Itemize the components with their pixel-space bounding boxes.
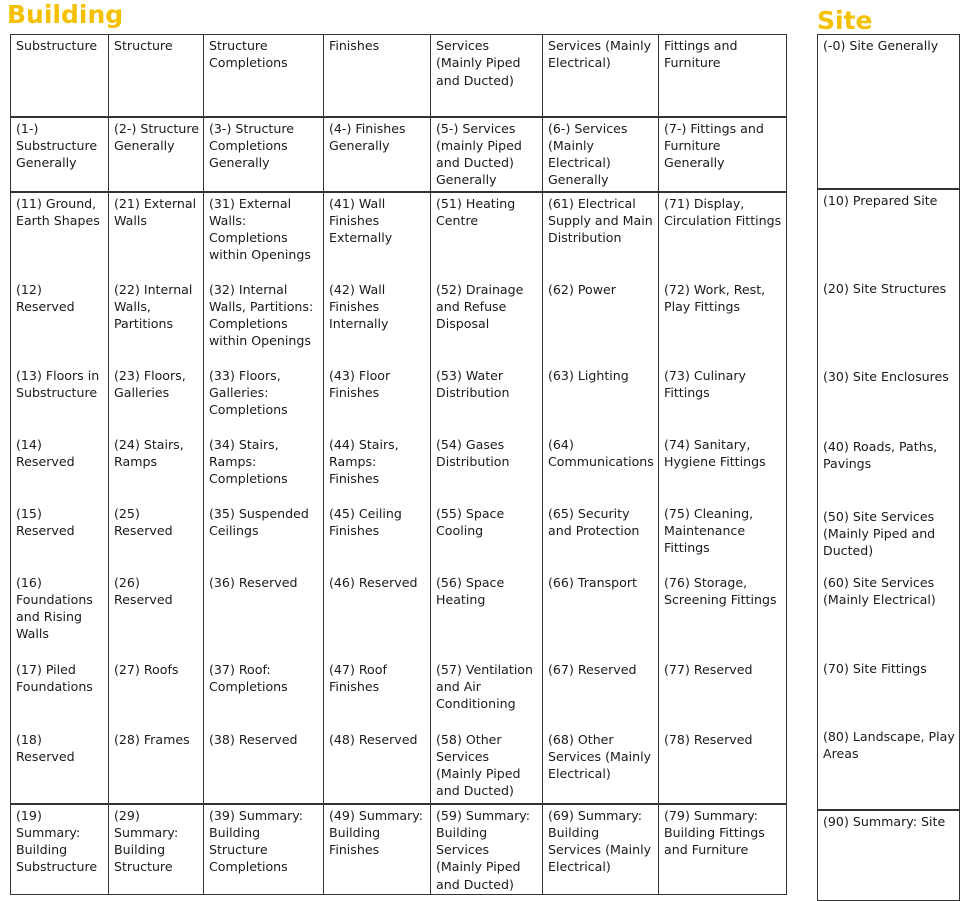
table-cell: (55) Space Cooling [431, 503, 543, 572]
table-cell: (67) Reserved [543, 659, 659, 729]
table-row [818, 189, 960, 278]
table-cell: (79) Summary: Building Fittings and Furniture [659, 804, 787, 895]
site-summary-row [818, 810, 960, 901]
table-row [11, 729, 787, 804]
table-cell: (39) Summary: Building Structure Completions [204, 804, 324, 895]
table-cell: (90) Summary: Site [818, 810, 960, 901]
table-cell: (48) Reserved [324, 729, 431, 804]
table-row [818, 366, 960, 436]
table-cell: Fittings and Furniture [659, 35, 787, 117]
table-cell: Structure [109, 35, 204, 117]
table-cell: (54) Gases Distribution [431, 434, 543, 503]
building-heading: Building [7, 0, 124, 29]
table-row [818, 506, 960, 572]
table-cell: (26) Reserved [109, 572, 204, 659]
table-row [818, 726, 960, 810]
table-cell: (80) Landscape, Play Areas [818, 726, 960, 810]
table-cell: (13) Floors in Substructure [11, 365, 109, 434]
table-cell: (22) Internal Walls, Partitions [109, 279, 204, 365]
table-cell: Structure Completions [204, 35, 324, 117]
table-cell: Finishes [324, 35, 431, 117]
table-cell: (33) Floors, Galleries: Completions [204, 365, 324, 434]
table-cell: (20) Site Structures [818, 278, 960, 366]
table-cell: (69) Summary: Building Services (Mainly Electrical) [543, 804, 659, 895]
table-row [818, 572, 960, 658]
table-row [11, 572, 787, 659]
table-cell: (77) Reserved [659, 659, 787, 729]
table-row [11, 503, 787, 572]
table-cell: (19) Summary: Building Substructure [11, 804, 109, 895]
table-cell: (63) Lighting [543, 365, 659, 434]
table-cell: (41) Wall Finishes Externally [324, 192, 431, 279]
table-cell: (25) Reserved [109, 503, 204, 572]
table-cell: (40) Roads, Paths, Pavings [818, 436, 960, 506]
table-cell: (38) Reserved [204, 729, 324, 804]
table-cell: (36) Reserved [204, 572, 324, 659]
table-cell: (68) Other Services (Mainly Electrical) [543, 729, 659, 804]
site-generally-row [818, 35, 960, 189]
summary-row [11, 804, 787, 895]
table-cell: (52) Drainage and Refuse Disposal [431, 279, 543, 365]
table-row [11, 192, 787, 279]
table-cell: (78) Reserved [659, 729, 787, 804]
table-cell: (1-) Substructure Generally [11, 117, 109, 192]
table-cell: (59) Summary: Building Services (Mainly Piped and Ducted) [431, 804, 543, 895]
table-cell: Substructure [11, 35, 109, 117]
table-row [818, 436, 960, 506]
table-cell: (75) Cleaning, Maintenance Fittings [659, 503, 787, 572]
table-row [818, 658, 960, 726]
table-cell: (30) Site Enclosures [818, 366, 960, 436]
table-cell: (16) Foundations and Rising Walls [11, 572, 109, 659]
site-table [817, 34, 960, 901]
table-cell: (72) Work, Rest, Play Fittings [659, 279, 787, 365]
table-cell: (42) Wall Finishes Internally [324, 279, 431, 365]
table-row [11, 434, 787, 503]
table-cell: (34) Stairs, Ramps: Completions [204, 434, 324, 503]
table-cell: (73) Culinary Fittings [659, 365, 787, 434]
table-cell: (37) Roof: Completions [204, 659, 324, 729]
table-cell: (43) Floor Finishes [324, 365, 431, 434]
site-heading: Site [817, 6, 873, 35]
table-cell: (62) Power [543, 279, 659, 365]
table-cell: (45) Ceiling Finishes [324, 503, 431, 572]
table-cell: (7-) Fittings and Furniture Generally [659, 117, 787, 192]
table-cell: (3-) Structure Completions Generally [204, 117, 324, 192]
table-cell: (49) Summary: Building Finishes [324, 804, 431, 895]
table-cell: (61) Electrical Supply and Main Distribution [543, 192, 659, 279]
table-cell: (64) Communications [543, 434, 659, 503]
table-cell: (28) Frames [109, 729, 204, 804]
table-cell: (70) Site Fittings [818, 658, 960, 726]
table-cell: (71) Display, Circulation Fittings [659, 192, 787, 279]
table-cell: (31) External Walls: Completions within Openings [204, 192, 324, 279]
table-cell: (17) Piled Foundations [11, 659, 109, 729]
table-cell: Services (Mainly Piped and Ducted) [431, 35, 543, 117]
table-cell: (29) Summary: Building Structure [109, 804, 204, 895]
table-cell: (-0) Site Generally [818, 35, 960, 189]
table-cell: (53) Water Distribution [431, 365, 543, 434]
table-cell: (57) Ventilation and Air Conditioning [431, 659, 543, 729]
table-row [11, 659, 787, 729]
table-cell: (15) Reserved [11, 503, 109, 572]
table-cell: (24) Stairs, Ramps [109, 434, 204, 503]
table-cell: (23) Floors, Galleries [109, 365, 204, 434]
column-header-row [11, 35, 787, 117]
table-cell: (4-) Finishes Generally [324, 117, 431, 192]
building-table [10, 34, 787, 895]
table-cell: (65) Security and Protection [543, 503, 659, 572]
generally-row [11, 117, 787, 192]
table-row [818, 278, 960, 366]
table-cell: (5-) Services (mainly Piped and Ducted) Generally [431, 117, 543, 192]
table-cell: (11) Ground, Earth Shapes [11, 192, 109, 279]
table-cell: (51) Heating Centre [431, 192, 543, 279]
table-cell: (21) External Walls [109, 192, 204, 279]
table-cell: (46) Reserved [324, 572, 431, 659]
table-cell: (74) Sanitary, Hygiene Fittings [659, 434, 787, 503]
table-cell: (2-) Structure Generally [109, 117, 204, 192]
table-cell: (50) Site Services (Mainly Piped and Ducted) [818, 506, 960, 572]
table-cell: (10) Prepared Site [818, 189, 960, 278]
table-cell: (56) Space Heating [431, 572, 543, 659]
table-cell: (18) Reserved [11, 729, 109, 804]
table-row [11, 279, 787, 365]
table-cell: (32) Internal Walls, Partitions: Completions within Openings [204, 279, 324, 365]
table-row [11, 365, 787, 434]
table-cell: (27) Roofs [109, 659, 204, 729]
table-cell: (12) Reserved [11, 279, 109, 365]
table-cell: (60) Site Services (Mainly Electrical) [818, 572, 960, 658]
table-cell: (66) Transport [543, 572, 659, 659]
table-cell: (47) Roof Finishes [324, 659, 431, 729]
table-cell: (14) Reserved [11, 434, 109, 503]
table-cell: Services (Mainly Electrical) [543, 35, 659, 117]
table-cell: (58) Other Services (Mainly Piped and Ducted) [431, 729, 543, 804]
table-cell: (44) Stairs, Ramps: Finishes [324, 434, 431, 503]
table-cell: (6-) Services (Mainly Electrical) Generally [543, 117, 659, 192]
table-cell: (35) Suspended Ceilings [204, 503, 324, 572]
table-cell: (76) Storage, Screening Fittings [659, 572, 787, 659]
